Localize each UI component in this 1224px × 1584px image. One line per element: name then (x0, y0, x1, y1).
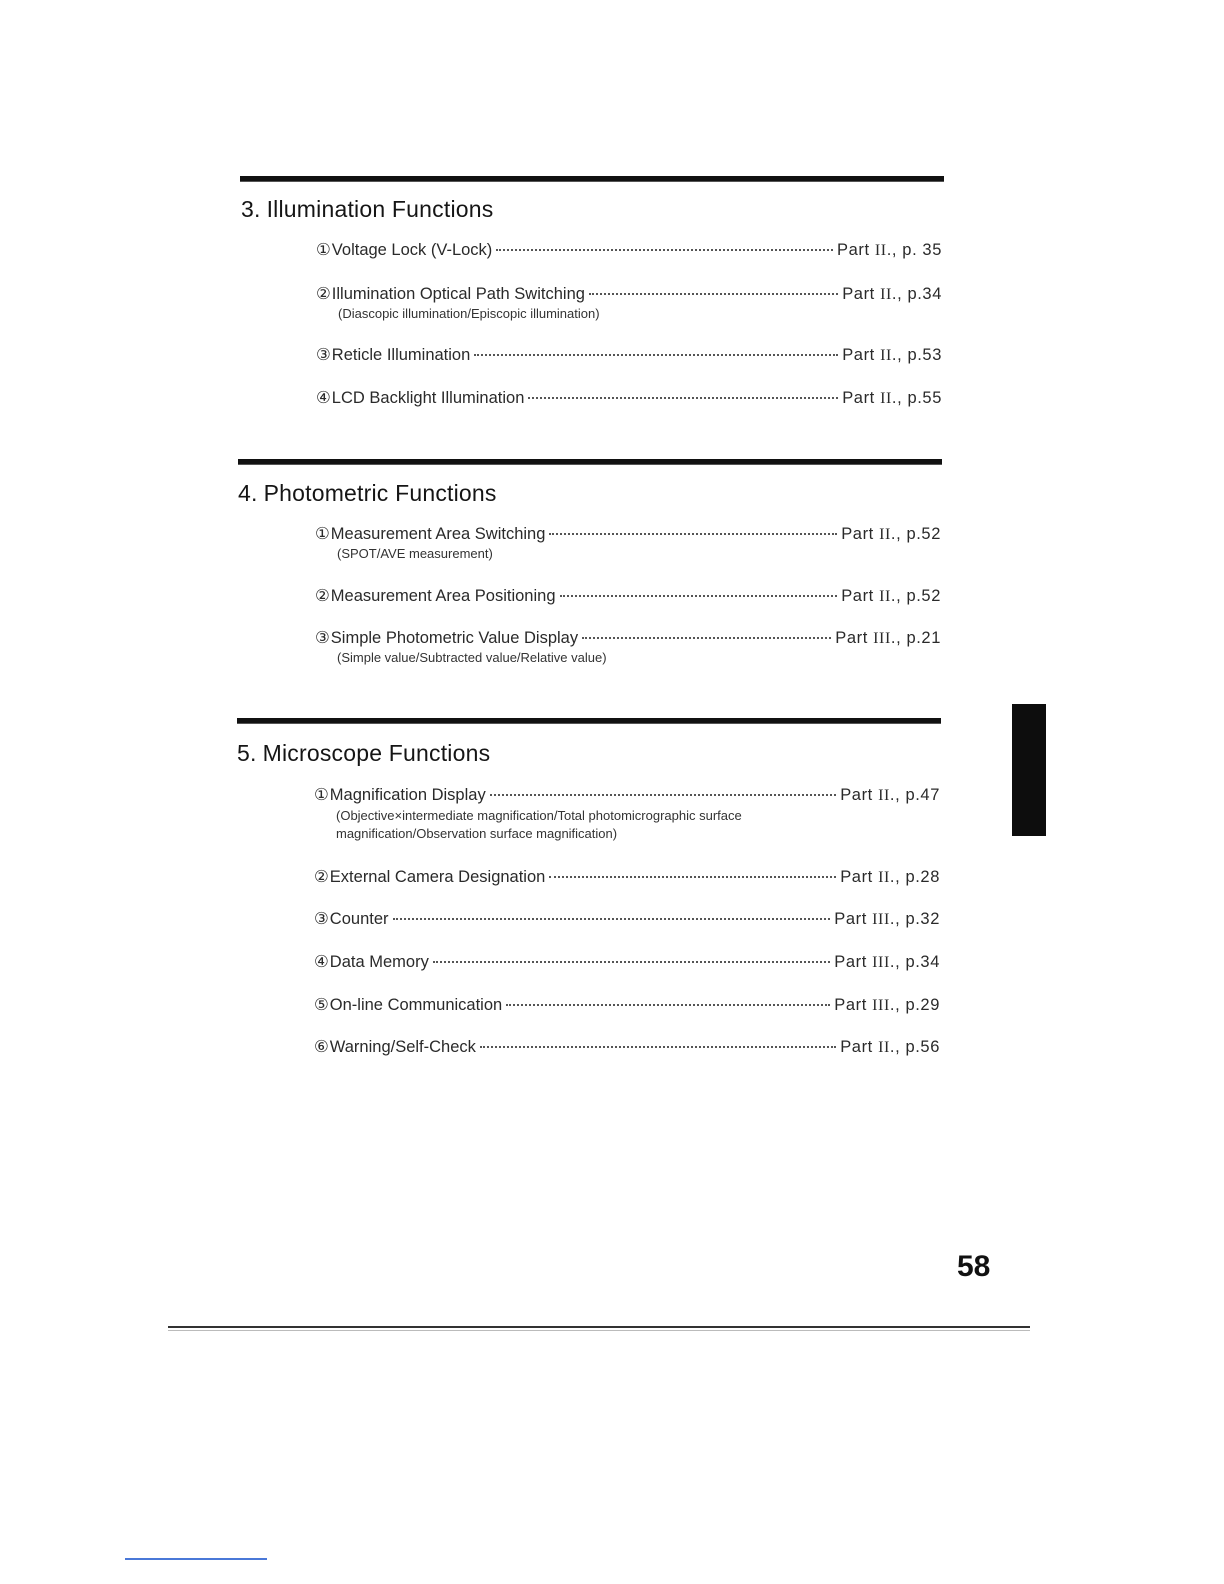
toc-entry (315, 628, 941, 665)
item-label: Counter (329, 910, 389, 928)
item-reference: Part II., p. 35 (837, 241, 942, 259)
section-title: Illumination Functions (266, 196, 494, 222)
item-reference: Part II., p.55 (842, 389, 942, 407)
item-reference: Part II., p.56 (840, 1038, 940, 1056)
section-title: Photometric Functions (263, 480, 497, 506)
item-reference: Part III., p.32 (834, 910, 940, 928)
item-reference: Part III., p.21 (835, 629, 941, 647)
item-subtext: magnification/Observation surface magnification) (336, 826, 618, 841)
leader-dots (433, 960, 830, 963)
toc-entry (314, 1037, 940, 1063)
link-underline (125, 1558, 267, 1560)
item-marker: ③ (316, 346, 331, 364)
item-reference: Part II., p.52 (841, 587, 941, 605)
toc-entry (314, 952, 940, 978)
section-title: Microscope Functions (262, 740, 491, 766)
item-marker: ⑤ (314, 996, 329, 1014)
item-marker: ③ (315, 629, 330, 647)
item-marker: ③ (314, 910, 329, 928)
item-marker: ① (315, 525, 330, 543)
toc-entry (314, 785, 940, 841)
leader-dots (474, 353, 838, 356)
item-label: Voltage Lock (V-Lock) (331, 241, 493, 259)
leader-dots (496, 248, 833, 251)
item-reference: Part II., p.53 (842, 346, 942, 364)
toc-entry (316, 240, 942, 266)
leader-dots (582, 636, 831, 639)
item-marker: ① (314, 786, 329, 804)
section-rule (237, 718, 941, 724)
item-marker: ④ (316, 389, 331, 407)
section-heading (237, 740, 490, 767)
item-label: Measurement Area Positioning (330, 587, 556, 605)
section-number: 3. (241, 196, 261, 222)
leader-dots (549, 532, 837, 535)
item-label: Data Memory (329, 953, 429, 971)
section-number: 4. (238, 480, 258, 506)
item-subtext: (SPOT/AVE measurement) (337, 546, 493, 561)
toc-entry (316, 284, 942, 321)
section-rule (238, 459, 942, 465)
item-subtext: (Objective×intermediate magnification/Total photomicrographic surface (336, 808, 742, 823)
item-marker: ⑥ (314, 1038, 329, 1056)
toc-entry (315, 524, 941, 561)
toc-entry (316, 345, 942, 371)
item-label: External Camera Designation (329, 868, 546, 886)
item-reference: Part II., p.28 (840, 868, 940, 886)
item-marker: ② (314, 868, 329, 886)
page-number: 58 (957, 1250, 991, 1283)
item-label: Measurement Area Switching (330, 525, 546, 543)
section-heading (238, 480, 497, 507)
item-reference: Part II., p.47 (840, 786, 940, 804)
item-label: Illumination Optical Path Switching (331, 285, 585, 303)
item-label: Warning/Self-Check (329, 1038, 476, 1056)
leader-dots (393, 917, 831, 920)
item-label: LCD Backlight Illumination (331, 389, 525, 407)
footer-rule (168, 1326, 1030, 1328)
chapter-tab-marker (1012, 704, 1046, 836)
item-marker: ④ (314, 953, 329, 971)
leader-dots (549, 875, 836, 878)
item-label: Simple Photometric Value Display (330, 629, 579, 647)
footer-rule-shadow (168, 1330, 1030, 1331)
leader-dots (528, 396, 838, 399)
item-label: Reticle Illumination (331, 346, 471, 364)
toc-entry (315, 586, 941, 612)
item-subtext: (Simple value/Subtracted value/Relative value) (337, 650, 607, 665)
item-marker: ① (316, 241, 331, 259)
item-reference: Part III., p.29 (834, 996, 940, 1014)
leader-dots (589, 292, 838, 295)
section-number: 5. (237, 740, 257, 766)
leader-dots (480, 1045, 836, 1048)
item-marker: ② (315, 587, 330, 605)
leader-dots (560, 594, 838, 597)
toc-entry (314, 867, 940, 893)
item-reference: Part II., p.52 (841, 525, 941, 543)
toc-entry (314, 909, 940, 935)
item-marker: ② (316, 285, 331, 303)
leader-dots (490, 793, 837, 796)
item-reference: Part III., p.34 (834, 953, 940, 971)
toc-entry (316, 388, 942, 414)
item-subtext: (Diascopic illumination/Episcopic illumination) (338, 306, 600, 321)
section-heading (241, 196, 493, 223)
item-label: On-line Communication (329, 996, 503, 1014)
leader-dots (506, 1003, 830, 1006)
item-reference: Part II., p.34 (842, 285, 942, 303)
section-rule (240, 176, 944, 182)
item-label: Magnification Display (329, 786, 486, 804)
toc-entry (314, 995, 940, 1021)
